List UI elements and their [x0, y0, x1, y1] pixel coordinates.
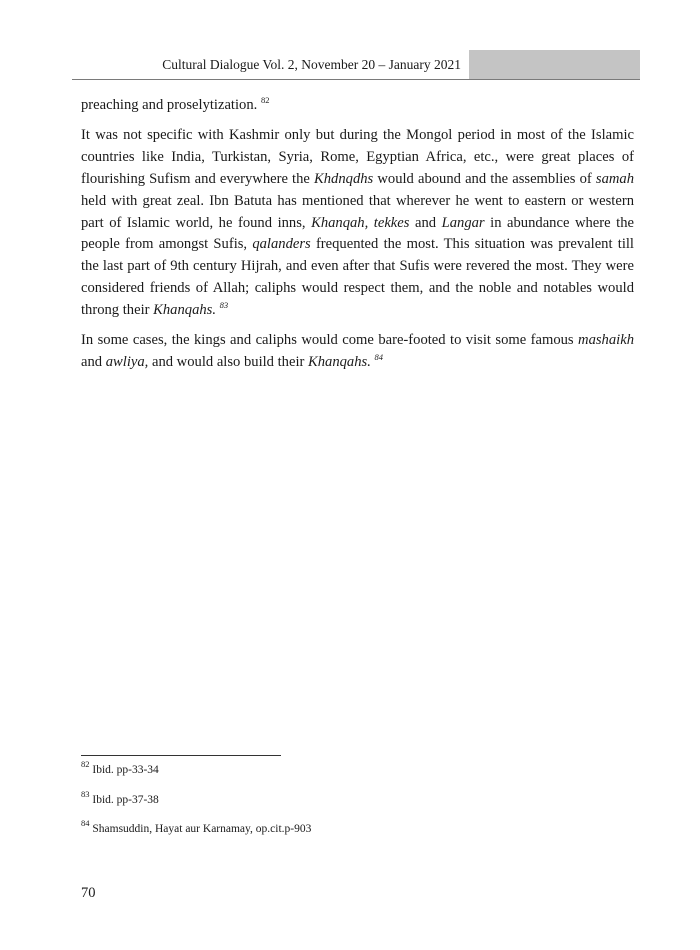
text-run: held with great zeal. Ibn Batuta has mentioned that wherever he went to eastern or western part of Islamic world, he found inns, [81, 192, 634, 231]
body-text [81, 95, 634, 382]
paragraph-2 [81, 125, 634, 322]
text-run: frequented the most. This situation was prevalent till the last part of 9th century Hijrah, and even after that Sufis were revered the most. They were considered friends of Allah; caliphs would respect them, and the noble and notables would throng their [81, 236, 634, 319]
paragraph-3 [81, 330, 634, 374]
text-run: In some cases, the kings and caliphs would come bare-footed to visit some famous [81, 332, 579, 349]
italic-term: awliya, [105, 353, 149, 370]
footnote-84 [81, 818, 312, 836]
text-run: and would also build their [148, 353, 309, 370]
journal-title: Cultural Dialogue Vol. 2, November 20 – January 2021 [162, 57, 461, 72]
text-run: and [81, 353, 106, 370]
footnote-reference: 84 [374, 352, 384, 363]
paragraph-1 [81, 95, 634, 117]
text-run: preaching and proselytization. [81, 97, 261, 113]
italic-term: Khanqah, tekkes [311, 214, 410, 231]
footnote-text: Ibid. pp-37-38 [92, 794, 159, 806]
italic-term: qalanders [252, 236, 311, 253]
italic-term: Khanqahs. [308, 353, 375, 370]
footnote-82 [81, 759, 159, 777]
text-run: in abundance where the people from amongst Sufis, [81, 214, 634, 253]
footnote-reference: 82 [260, 95, 270, 106]
italic-term: Langar [441, 214, 485, 231]
footnote-text: Shamsuddin, Hayat aur Karnamay, op.cit.p-903 [92, 823, 312, 835]
text-run: would abound and the assemblies of [373, 170, 596, 187]
text-run: It was not specific with Kashmir only but during the Mongol period in most of the Islamic countries like India, Turkistan, Syria, Rome, Egyptian Africa, etc., were great places of flourishing Sufism and everywhere the [81, 126, 634, 187]
italic-term: Khdnqdhs [314, 170, 374, 187]
footnote-number: 82 [81, 759, 90, 770]
italic-term: samah [595, 170, 634, 187]
footnote-number: 83 [81, 789, 90, 800]
running-header [72, 50, 640, 80]
footnote-number: 84 [81, 818, 90, 829]
text-run: and [409, 214, 442, 231]
italic-term: Khanqahs. [153, 302, 220, 319]
italic-term: mashaikh [578, 332, 634, 349]
page-number: 70 [81, 885, 96, 901]
footnote-separator [81, 755, 281, 756]
footnote-text: Ibid. pp-33-34 [92, 764, 159, 776]
footnote-reference: 83 [219, 300, 229, 311]
footnote-83 [81, 789, 159, 807]
header-shade-block [469, 50, 640, 79]
